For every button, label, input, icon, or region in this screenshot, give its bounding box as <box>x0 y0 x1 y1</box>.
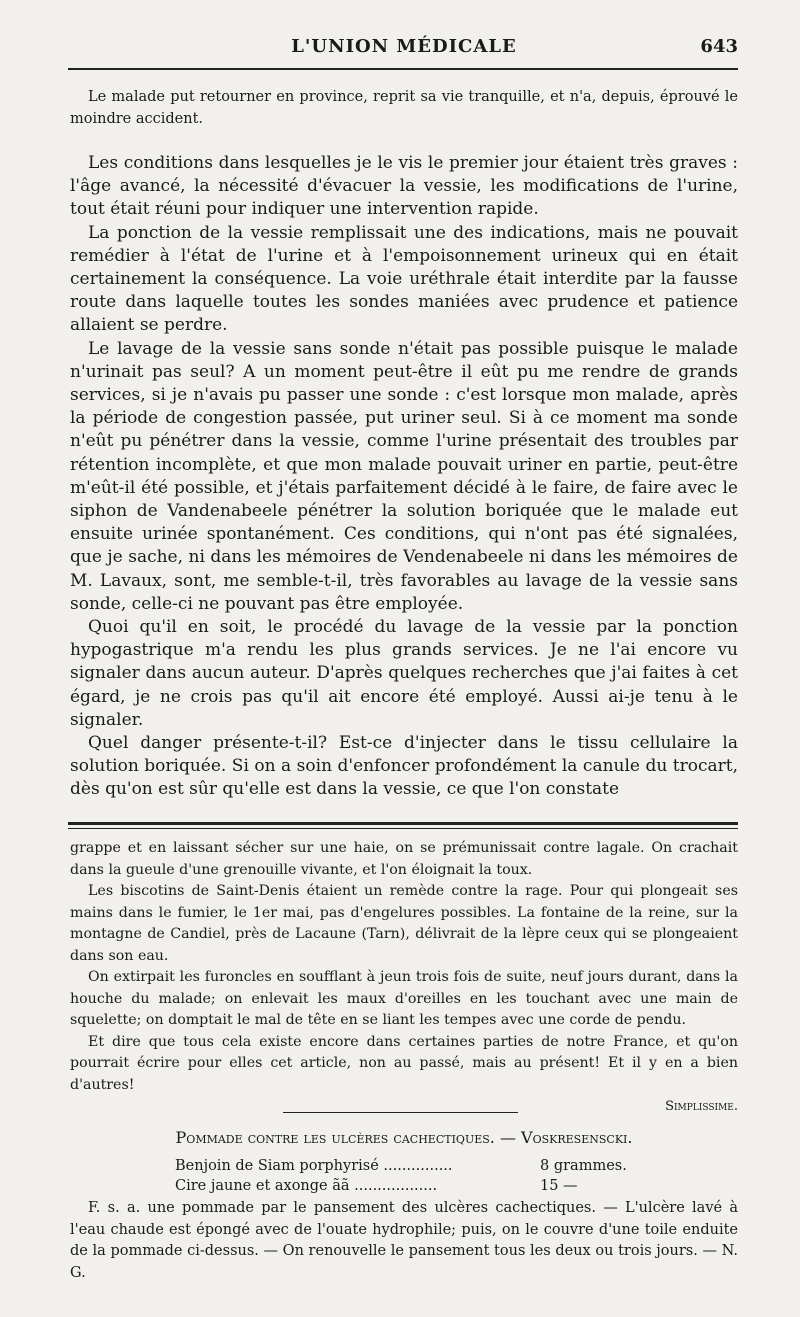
ingredient-name: Benjoin de Siam porphyrisé ............... <box>175 1158 453 1174</box>
body-paragraph-2: La ponction de la vessie remplissait une des indications, mais ne pouvait remédier à l'état de l'urine et à l'empoisonnement urineux qui en était certainement la conséquence. La voie uréthrale était interdite par la fausse route dans laquelle toutes les sondes maniées avec prudence et patience allaient se perdre. <box>70 222 738 336</box>
ingredient-row <box>175 1156 635 1176</box>
ingredient-quantity: 15 — <box>540 1178 578 1194</box>
section-divider-thin <box>68 828 738 829</box>
note-paragraph-3: On extirpait les furoncles en soufflant à jeun trois fois de suite, neuf jours durant, dans la houche du malade; on enlevait les maux d'oreilles en les touchant avec une main de squelette; on domptait le mal de tête en se liant les tempes avec une corde de pendu. <box>70 969 738 1028</box>
body-paragraph-5: Quel danger présente-t-il? Est-ce d'injecter dans le tissu cellulaire la solution boriquée. Si on a soin d'enfoncer profondément la canule du trocart, dès qu'on est sûr qu'elle est dans la vessie, ce que l'on constate <box>70 733 738 800</box>
ingredient-row <box>175 1176 635 1196</box>
note-paragraph-1: grappe et en laissant sécher sur une haie, on se prémunissait contre lagale. On crachait dans la gueule d'une grenouille vivante, et l'on éloignait la toux. <box>70 840 738 878</box>
note-signature: Simplissime. <box>665 1099 738 1114</box>
section-divider-thick <box>68 822 738 825</box>
formula-title: Pommade contre les ulcères cachectiques. — Voskresenscki. <box>175 1128 633 1147</box>
intro-section <box>70 86 738 130</box>
body-paragraph-1: Les conditions dans lesquelles je le vis le premier jour étaient très graves : l'âge avancé, la nécessité d'évacuer la vessie, les modifications de l'urine, tout était réuni pour indiquer une intervention rapide. <box>70 153 738 220</box>
formula-section <box>70 1198 738 1284</box>
running-title: L'UNION MÉDICALE <box>291 36 517 57</box>
main-text <box>70 152 738 802</box>
ingredient-quantity: 8 grammes. <box>540 1158 627 1174</box>
page-number: 643 <box>700 36 738 57</box>
note-paragraph-4: Et dire que tous cela existe encore dans certaines parties de notre France, et qu'on pourrait écrire pour elles cet article, non au passé, mais au présent! Et il y en a bien d'autres! <box>70 1033 738 1093</box>
intro-paragraph: Le malade put retourner en province, reprit sa vie tranquille, et n'a, depuis, éprouvé le moindre accident. <box>70 89 738 127</box>
page-header <box>70 36 738 66</box>
ingredient-name: Cire jaune et axonge ãã .................. <box>175 1178 438 1194</box>
note-paragraph-2: Les biscotins de Saint-Denis étaient un remède contre la rage. Pour qui plongeait ses mains dans le fumier, le 1er mai, pas d'engelures possibles. La fontaine de la reine, sur la montagne de Candiel, près de Lacaune (Tarn), délivrait de la lèpre ceux qui se plongeaient dans son eau. <box>70 883 738 964</box>
body-paragraph-4: Quoi qu'il en soit, le procédé du lavage de la vessie par la ponction hypogastrique m'a rendu les plus grands services. Je ne l'ai encore vu signaler dans aucun auteur. D'après quelques recherches que j'ai faites à cet égard, je ne crois pas qu'il ait encore été employé. Aussi ai-je tenu à le signaler. <box>70 617 738 730</box>
short-divider <box>283 1112 518 1113</box>
ingredient-list <box>175 1156 635 1196</box>
header-rule <box>68 68 738 70</box>
formula-instructions: F. s. a. une pommade par le pansement des ulcères cachectiques. — L'ulcère lavé à l'eau chaude est épongé avec de l'ouate hydrophile; puis, on le couvre d'une toile enduite de la pommade ci-dessus. — On renouvelle le pansement tous les deux ou trois jours. — N. G. <box>70 1200 738 1281</box>
feuilleton-note <box>70 838 738 1118</box>
body-paragraph-3: Le lavage de la vessie sans sonde n'était pas possible puisque le malade n'urinait pas seul? A un moment peut-être il eût pu me rendre de grands services, si je n'avais pu passer une sonde : c'est lorsque mon malade, après la période de congestion passée, put uriner seul. Si à ce moment ma sonde n'eût pu pénétrer dans la vessie, comme l'urine présentait des troubles par rétention incomplète, et que mon malade pouvait uriner en partie, peut-être m'eût-il été possible, et j'étais parfaitement décidé à le faire, de faire avec le siphon de Vandenabeele pénétrer la solution boriquée que le malade eut ensuite urinée spontanément. Ces conditions, qui n'ont pas été signalées, que je sache, ni dans les mémoires de Vendenabeele ni dans les mémoires de M. Lavaux, sont, me semble-t-il, très favorables au lavage de la vessie sans sonde, celle-ci ne pouvant pas être employée. <box>70 338 738 614</box>
